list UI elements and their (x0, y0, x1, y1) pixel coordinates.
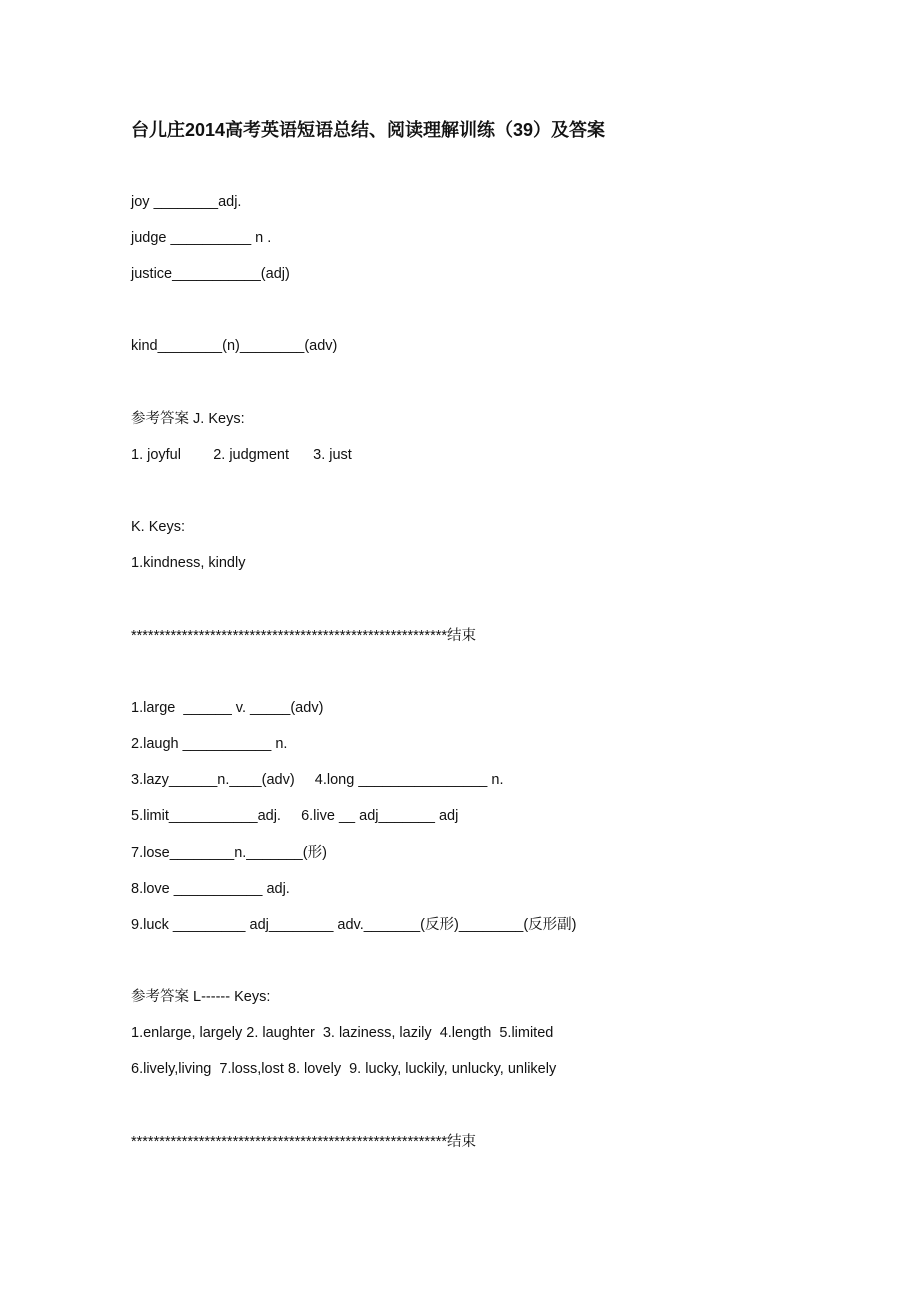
answer-heading: 参考答案 L------ Keys: (131, 989, 271, 1005)
section-end-divider: ********************************************************结束 (131, 1134, 476, 1150)
exercise-line: 7.lose________n._______(形) (131, 845, 327, 861)
exercise-line: 5.limit___________adj. 6.live __ adj_______ adj (131, 808, 459, 824)
answer-heading: 参考答案 J. Keys: (131, 411, 245, 427)
exercise-line: 8.love ___________ adj. (131, 881, 290, 897)
exercise-line: justice___________(adj) (131, 266, 290, 282)
exercise-line: joy ________adj. (131, 194, 242, 210)
answer-line: 1.kindness, kindly (131, 555, 246, 571)
answer-line: 1.enlarge, largely 2. laughter 3. laziness, lazily 4.length 5.limited (131, 1025, 554, 1041)
exercise-line: 2.laugh ___________ n. (131, 736, 288, 752)
exercise-line: 3.lazy______n.____(adv) 4.long ________________ n. (131, 772, 504, 788)
answer-line: 1. joyful 2. judgment 3. just (131, 447, 352, 463)
exercise-line: kind________(n)________(adv) (131, 338, 338, 354)
exercise-line: 9.luck _________ adj________ adv._______(反形)________(反形副) (131, 917, 577, 933)
answer-heading: K. Keys: (131, 519, 185, 535)
section-end-divider: ********************************************************结束 (131, 628, 476, 644)
exercise-line: judge __________ n . (131, 230, 272, 246)
exercise-line: 1.large ______ v. _____(adv) (131, 700, 324, 716)
answer-line: 6.lively,living 7.loss,lost 8. lovely 9. lucky, luckily, unlucky, unlikely (131, 1061, 557, 1077)
document-title: 台儿庄2014高考英语短语总结、阅读理解训练（39）及答案 (131, 120, 606, 140)
